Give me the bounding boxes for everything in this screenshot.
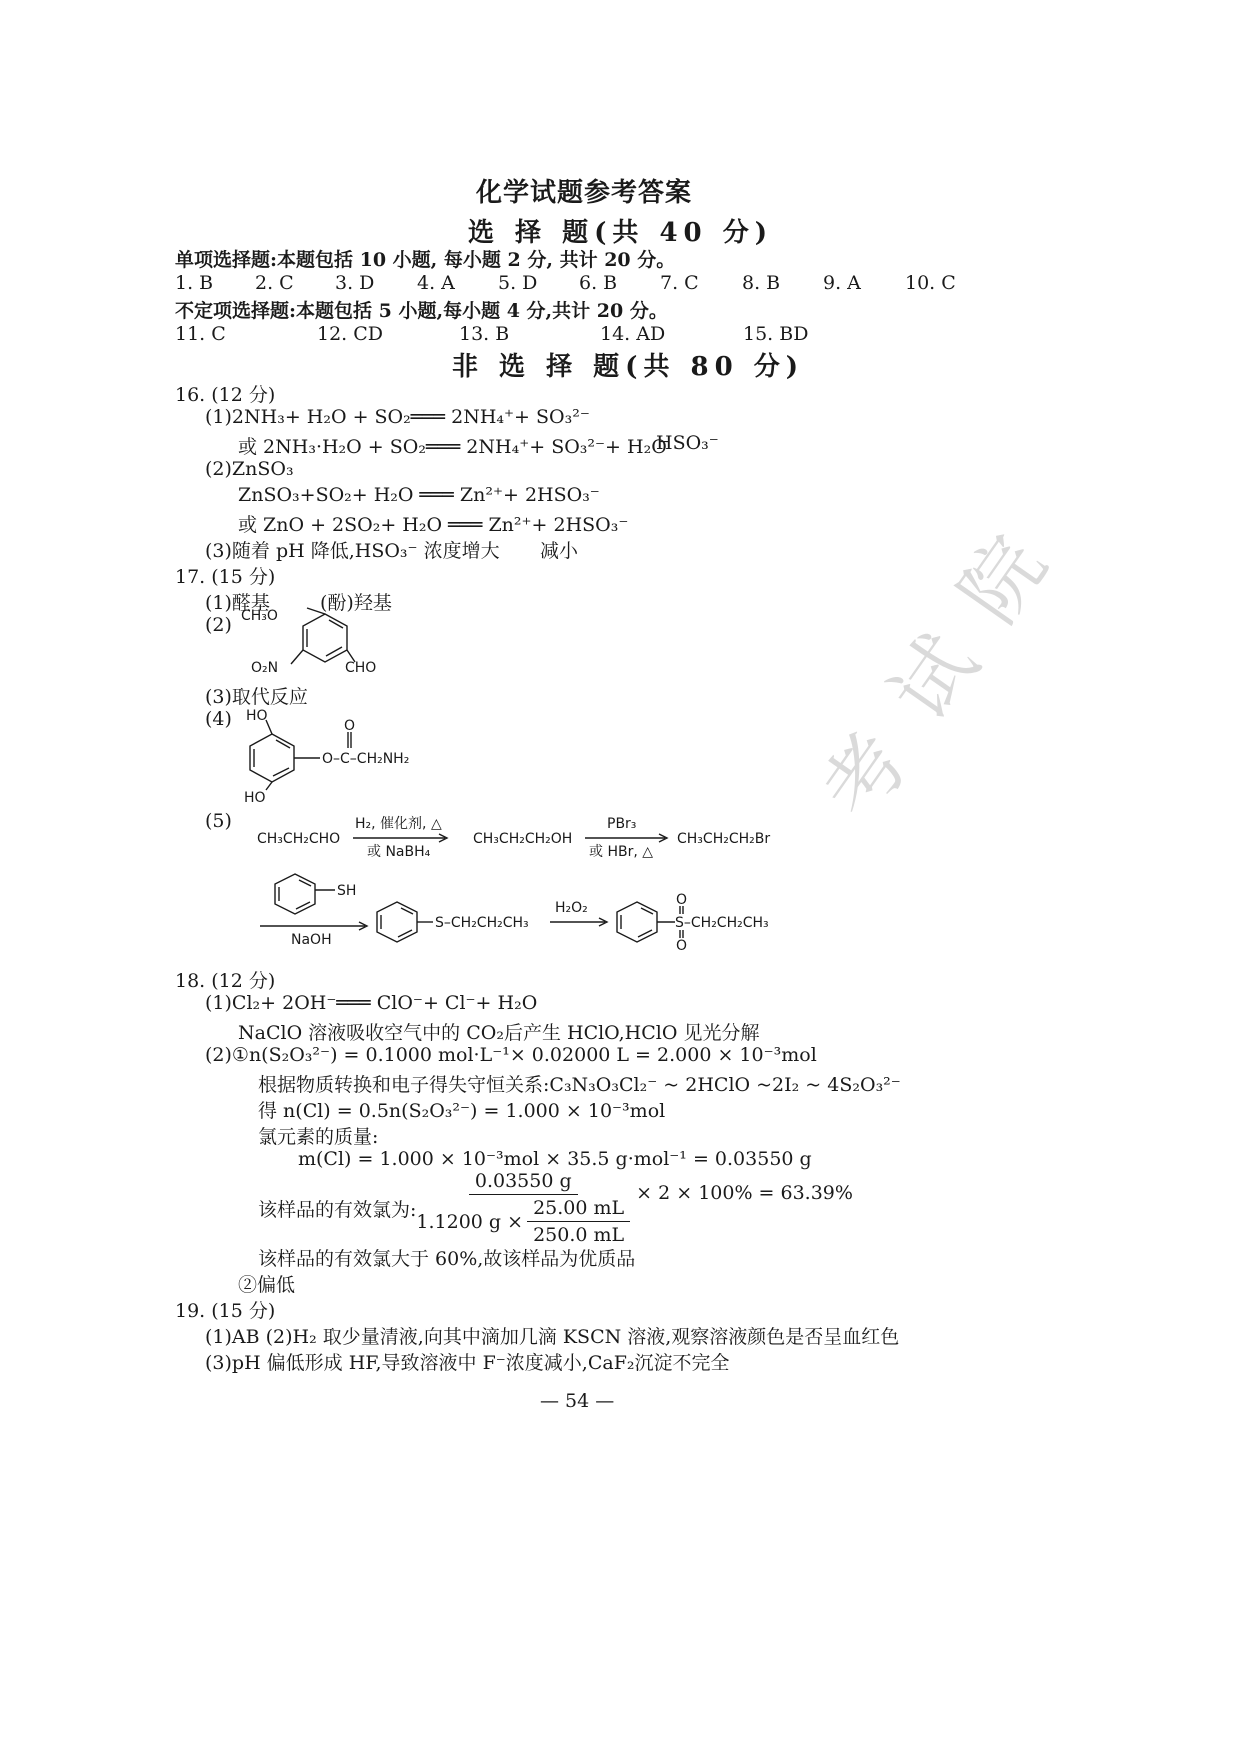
sulfone-o-top: O <box>676 892 688 908</box>
q19-line-2: (3)pH 偏低形成 HF,导致溶液中 F⁻浓度减小,CaF₂沉淀不完全 <box>205 1352 730 1374</box>
page-title: 化学试题参考答案 <box>476 178 693 208</box>
q18-line-5: 得 n(Cl) = 0.5n(S₂O₃²⁻) = 1.000 × 10⁻³mol <box>258 1100 666 1122</box>
answer-6: 6. B <box>579 272 618 294</box>
q17-line-4-label: (4) <box>205 708 232 730</box>
answer-12: 12. CD <box>317 323 384 345</box>
multi-choice-header: 不定项选择题:本题包括 5 小题,每小题 4 分,共计 20 分。 <box>175 300 668 322</box>
watermark: 考试院 <box>804 487 1088 836</box>
q18-line-7: m(Cl) = 1.000 × 10⁻³mol × 35.5 g·mol⁻¹ = 0.03550 g <box>298 1148 812 1170</box>
fraction-numerator: 0.03550 g <box>469 1170 578 1195</box>
answer-11: 11. C <box>175 323 226 345</box>
volume-fraction <box>527 1197 630 1246</box>
condition-1-top: H₂, 催化剂, △ <box>355 816 442 832</box>
volume-numerator: 25.00 mL <box>527 1197 630 1222</box>
o2n-label: O₂N <box>251 660 279 676</box>
q18-line-4: 根据物质转换和电子得失守恒关系:C₃N₃O₃Cl₂⁻ ~ 2HClO ~2I₂ ~ 4S₂O₃²⁻ <box>258 1074 901 1096</box>
ho-bottom-label: HO <box>244 790 266 806</box>
answer-15: 15. BD <box>743 323 809 345</box>
answer-10: 10. C <box>905 272 956 294</box>
q16-line-6: (3)随着 pH 降低,HSO₃⁻ 浓度增大 <box>205 540 500 562</box>
sulfone-o-bottom: O <box>676 938 688 954</box>
formula-label: 该样品的有效氯为: <box>258 1198 417 1221</box>
ch3o-label: CH₃O <box>241 608 278 624</box>
q18-line-1: (1)Cl₂+ 2OH⁻═══ ClO⁻+ Cl⁻+ H₂O <box>205 992 538 1014</box>
fraction-denominator <box>416 1195 630 1246</box>
q17-line-1a: (1)醛基 <box>205 592 270 614</box>
q17-line-3: (3)取代反应 <box>205 686 308 708</box>
section-choice-title: 选 择 题(共 40 分) <box>468 218 773 248</box>
answer-5: 5. D <box>498 272 538 294</box>
product-bromopropane: CH₃CH₂CH₂Br <box>677 831 771 847</box>
q16-line-3: (2)ZnSO₃ <box>205 458 294 480</box>
q18-effective-chlorine-formula <box>258 1170 853 1246</box>
q17-structure-4 <box>238 706 438 806</box>
q18-heading: 18. (12 分) <box>175 970 276 992</box>
q18-line-10: ②偏低 <box>238 1274 296 1296</box>
product-propanol: CH₃CH₂CH₂OH <box>473 831 573 847</box>
condition-2-bottom: 或 HBr, △ <box>589 844 654 860</box>
q19-heading: 19. (15 分) <box>175 1300 276 1322</box>
q16-line-6b: 减小 <box>540 540 579 562</box>
single-choice-header: 单项选择题:本题包括 10 小题, 每小题 2 分, 共计 20 分。 <box>175 249 676 271</box>
page-number: — 54 — <box>540 1390 615 1412</box>
answer-8: 8. B <box>742 272 781 294</box>
reactant-propanal: CH₃CH₂CHO <box>257 831 341 847</box>
q18-line-3: (2)①n(S₂O₃²⁻) = 0.1000 mol·L⁻¹× 0.02000 L = 2.000 × 10⁻³mol <box>205 1044 817 1066</box>
q17-heading: 17. (15 分) <box>175 566 276 588</box>
q18-line-2: NaClO 溶液吸收空气中的 CO₂后产生 HClO,HClO 见光分解 <box>238 1022 760 1044</box>
answer-1: 1. B <box>175 272 214 294</box>
q16-line-5: 或 ZnO + 2SO₂+ H₂O ═══ Zn²⁺+ 2HSO₃⁻ <box>238 514 629 536</box>
main-fraction <box>416 1170 630 1246</box>
condition-1-bottom: 或 NaBH₄ <box>367 844 431 860</box>
q17-line-1b: (酚)羟基 <box>320 592 392 614</box>
section-nonchoice-title: 非 选 择 题(共 80 分) <box>452 352 805 382</box>
q19-line-1: (1)AB (2)H₂ 取少量清液,向其中滴加几滴 KSCN 溶液,观察溶液颜色是否呈血红色 <box>205 1326 900 1348</box>
q17-line-2-label: (2) <box>205 614 232 636</box>
answer-14: 14. AD <box>600 323 666 345</box>
cho-label: CHO <box>345 660 377 676</box>
product-sulfone: S–CH₂CH₂CH₃ <box>675 915 769 931</box>
condition-3-bottom: NaOH <box>291 932 332 948</box>
q17-structure-2 <box>235 606 395 678</box>
q16-line-1: (1)2NH₃+ H₂O + SO₂═══ 2NH₄⁺+ SO₃²⁻ <box>205 406 590 428</box>
sample-mass: 1.1200 g × <box>416 1210 524 1233</box>
condition-2-top: PBr₃ <box>607 816 637 832</box>
answer-13: 13. B <box>459 323 510 345</box>
q16-line-2: 或 2NH₃·H₂O + SO₂═══ 2NH₄⁺+ SO₃²⁻+ H₂O <box>238 436 667 458</box>
q18-line-9: 该样品的有效氯大于 60%,故该样品为优质品 <box>258 1248 636 1270</box>
q16-line-4: ZnSO₃+SO₂+ H₂O ═══ Zn²⁺+ 2HSO₃⁻ <box>238 484 600 506</box>
answer-4: 4. A <box>417 272 455 294</box>
q18-line-6: 氯元素的质量: <box>258 1126 379 1148</box>
q16-line-2b: HSO₃⁻ <box>656 432 719 454</box>
answer-3: 3. D <box>335 272 375 294</box>
answer-9: 9. A <box>823 272 861 294</box>
ho-top-label: HO <box>246 708 268 724</box>
thiol-sh-label: SH <box>337 883 357 899</box>
condition-4-top: H₂O₂ <box>555 900 588 916</box>
q17-synthesis-route <box>255 808 815 958</box>
q17-line-5-label: (5) <box>205 810 232 832</box>
formula-tail: × 2 × 100% = 63.39% <box>636 1182 853 1204</box>
answer-2: 2. C <box>255 272 294 294</box>
ester-chain-label: O–C–CH₂NH₂ <box>322 751 410 767</box>
q16-heading: 16. (12 分) <box>175 384 276 406</box>
product-sulfide: S–CH₂CH₂CH₃ <box>435 915 529 931</box>
carbonyl-o-label: O <box>344 718 356 734</box>
answer-7: 7. C <box>660 272 699 294</box>
volume-denominator: 250.0 mL <box>533 1224 625 1246</box>
